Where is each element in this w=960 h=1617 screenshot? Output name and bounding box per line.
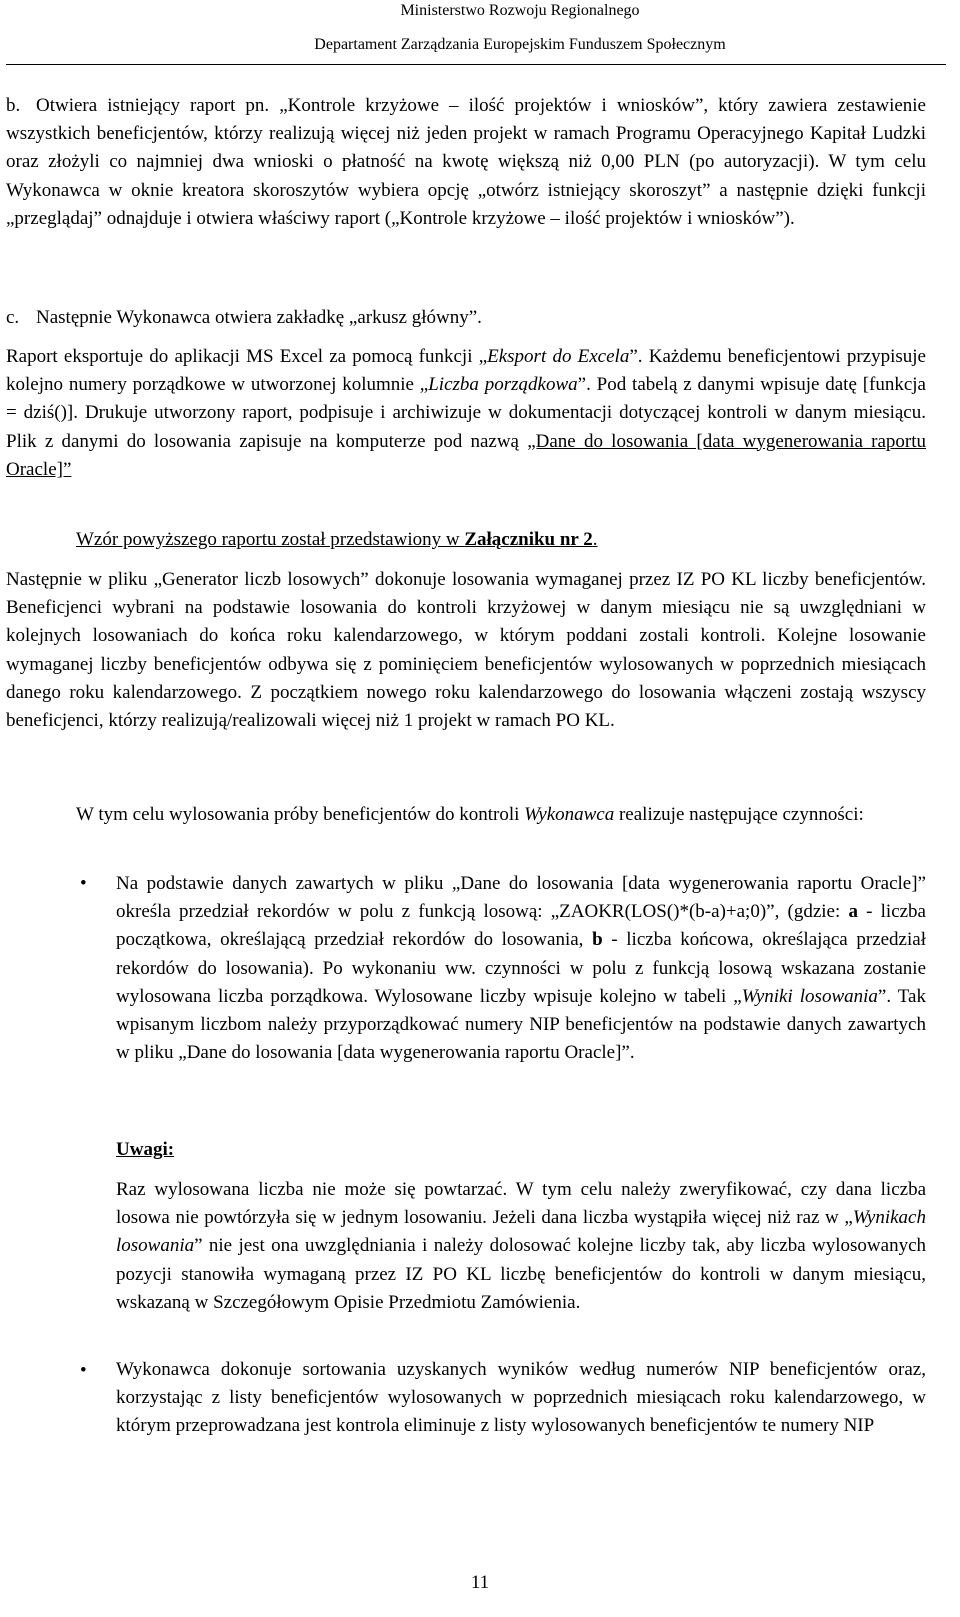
bullet1-text-4: ”. Tak wpisanym liczbom należy przyporządkować numery NIP beneficjentów na podstawie danych zawartych w pliku „Dane do losowania [data wygenerowania raportu Oracle]”.	[116, 985, 926, 1064]
template-note-end: .	[592, 529, 598, 550]
bullet-1-text	[116, 870, 926, 1067]
template-note	[76, 526, 926, 554]
item-c-label: c.	[6, 307, 20, 328]
export-italic-1: Eksport do Excela	[487, 346, 630, 367]
item-b-text1: Otwiera istniejący raport pn. „Kontrole krzyżowe – ilość projektów i wniosków”, który zawiera zestawienie wszystkich beneficjentów, którzy realizują więcej niż jeden projekt w ramach Programu Operacyjnego Kapitał Ludzki oraz złożyli co najmniej dwa wnioski o płatność na kwotę większą niż 0,00 PLN (po autoryzacji).	[6, 95, 926, 173]
remarks-italic: Wynikach losowania	[116, 1207, 926, 1257]
template-note-attachment: Załączniku nr 2	[464, 529, 593, 550]
purpose-paragraph	[76, 801, 926, 829]
template-note-text: Wzór powyższego raportu został przedstawiony w	[76, 529, 465, 550]
bullet-2-marker: •	[80, 1360, 87, 1381]
remarks-heading: Uwagi:	[116, 1139, 175, 1160]
header-department: Departament Zarządzania Europejskim Funduszem Społecznym	[314, 36, 726, 53]
item-b-text2: W tym celu Wykonawca w oknie kreatora skoroszytów wybiera opcję „otwórz istniejący skoroszyt” a następnie dzięki funkcji „przeglądaj” odnajduje i otwiera właściwy raport („Kontrole krzyżowe – ilość projektów i wniosków”).	[6, 151, 927, 229]
bullet1-var-a: a	[848, 901, 858, 923]
bullet1-text-1: Na podstawie danych zawartych w pliku „Dane do losowania [data wygenerowania raportu Oracle]” określa przedział rekordów w polu z funkcją losową: „ZAOKR(LOS()*(b-a)+a;0)”, (gdzie:	[116, 873, 926, 923]
bullet-1-marker: •	[80, 873, 87, 894]
export-italic-2: Liczba porządkowa	[428, 374, 578, 396]
remarks-text-2: ” nie jest ona uwzględniania i należy dolosować kolejne liczby tak, aby liczba wylosowanych pozycji stanowiła wymaganą przez IZ PO KL liczbę beneficjentów do kontroli w danym miesiącu, wskazaną w Szczegółowym Opisie Przedmiotu Zamówienia.	[116, 1235, 926, 1313]
purpose-italic: Wykonawca	[524, 804, 615, 825]
generator-paragraph: Następnie w pliku „Generator liczb losowych” dokonuje losowania wymaganej przez IZ PO KL liczby beneficjentów. Beneficjenci wybrani na podstawie losowania do kontroli krzyżowej w danym miesiącu nie są uwzględniani w kolejnych losowaniach do końca roku kalendarzowego, w którym poddani zostali kontroli. Kolejne losowanie wymaganej liczby beneficjentów odbywa się z pominięciem beneficjentów wylosowanych w poprzednich miesiącach danego roku kalendarzowego. Z początkiem nowego roku kalendarzowego do losowania włączeni zostają wszyscy beneficjenci, którzy realizują/realizowali więcej niż 1 projekt w ramach PO KL.	[6, 569, 926, 732]
bullet1-text-2: - liczba początkowa, określającą przedział rekordów do losowania,	[116, 901, 926, 951]
export-text-2: ”. Każdemu beneficjentowi przypisuje kolejno numery porządkowe w utworzonej kolumnie „	[6, 346, 926, 396]
export-paragraph	[6, 343, 926, 484]
export-text-3: ”. Pod tabelą z danymi wpisuje datę [funkcja = dziś()]. Drukuje utworzony raport, podpisuje i archiwizuje w dokumentacji dotyczącej kontroli w danym miesiącu. Plik z danymi do losowania zapisuje na komputerze pod nazwą	[6, 374, 926, 452]
bullet1-italic: Wyniki losowania	[741, 985, 878, 1007]
bullet-2-text: Wykonawca dokonuje sortowania uzyskanych wyników według numerów NIP beneficjentów oraz, korzystając z listy beneficjentów wylosowanych w poprzednich miesiącach roku kalendarzowego, w którym przeprowadzana jest kontrola eliminuje z listy wylosowanych beneficjentów te numery NIP	[116, 1359, 926, 1437]
export-filename: „Dane do losowania [data wygenerowania raportu Oracle]”	[6, 430, 926, 480]
bullet1-var-b: b	[592, 929, 603, 951]
remarks-text	[116, 1176, 926, 1317]
item-c-text: Następnie Wykonawca otwiera zakładkę „arkusz główny”.	[36, 307, 482, 328]
item-c	[6, 304, 926, 332]
purpose-text-1: W tym celu wylosowania próby beneficjentów do kontroli	[76, 804, 525, 825]
page-number: 11	[470, 1572, 490, 1593]
purpose-text-2: realizuje następujące czynności:	[614, 804, 864, 825]
header-rule	[6, 64, 946, 65]
export-text-1: Raport eksportuje do aplikacji MS Excel za pomocą funkcji „	[6, 346, 488, 367]
item-b	[6, 92, 926, 233]
bullet1-text-3: - liczba końcowa, określająca przedział rekordów do losowania). Po wykonaniu ww. czynności w polu z funkcją losową wskazana zostanie wylosowana liczba porządkowa. Wylosowane liczby wpisuje kolejno w tabeli „	[116, 929, 926, 1007]
remarks-text-1: Raz wylosowana liczba nie może się powtarzać. W tym celu należy zweryfikować, czy dana liczba losowa nie powtórzyła się w jednym losowaniu. Jeżeli dana liczba wystąpiła więcej niż raz w „	[116, 1179, 926, 1229]
header-ministry: Ministerstwo Rozwoju Regionalnego	[400, 2, 640, 19]
item-b-label: b.	[6, 95, 21, 116]
